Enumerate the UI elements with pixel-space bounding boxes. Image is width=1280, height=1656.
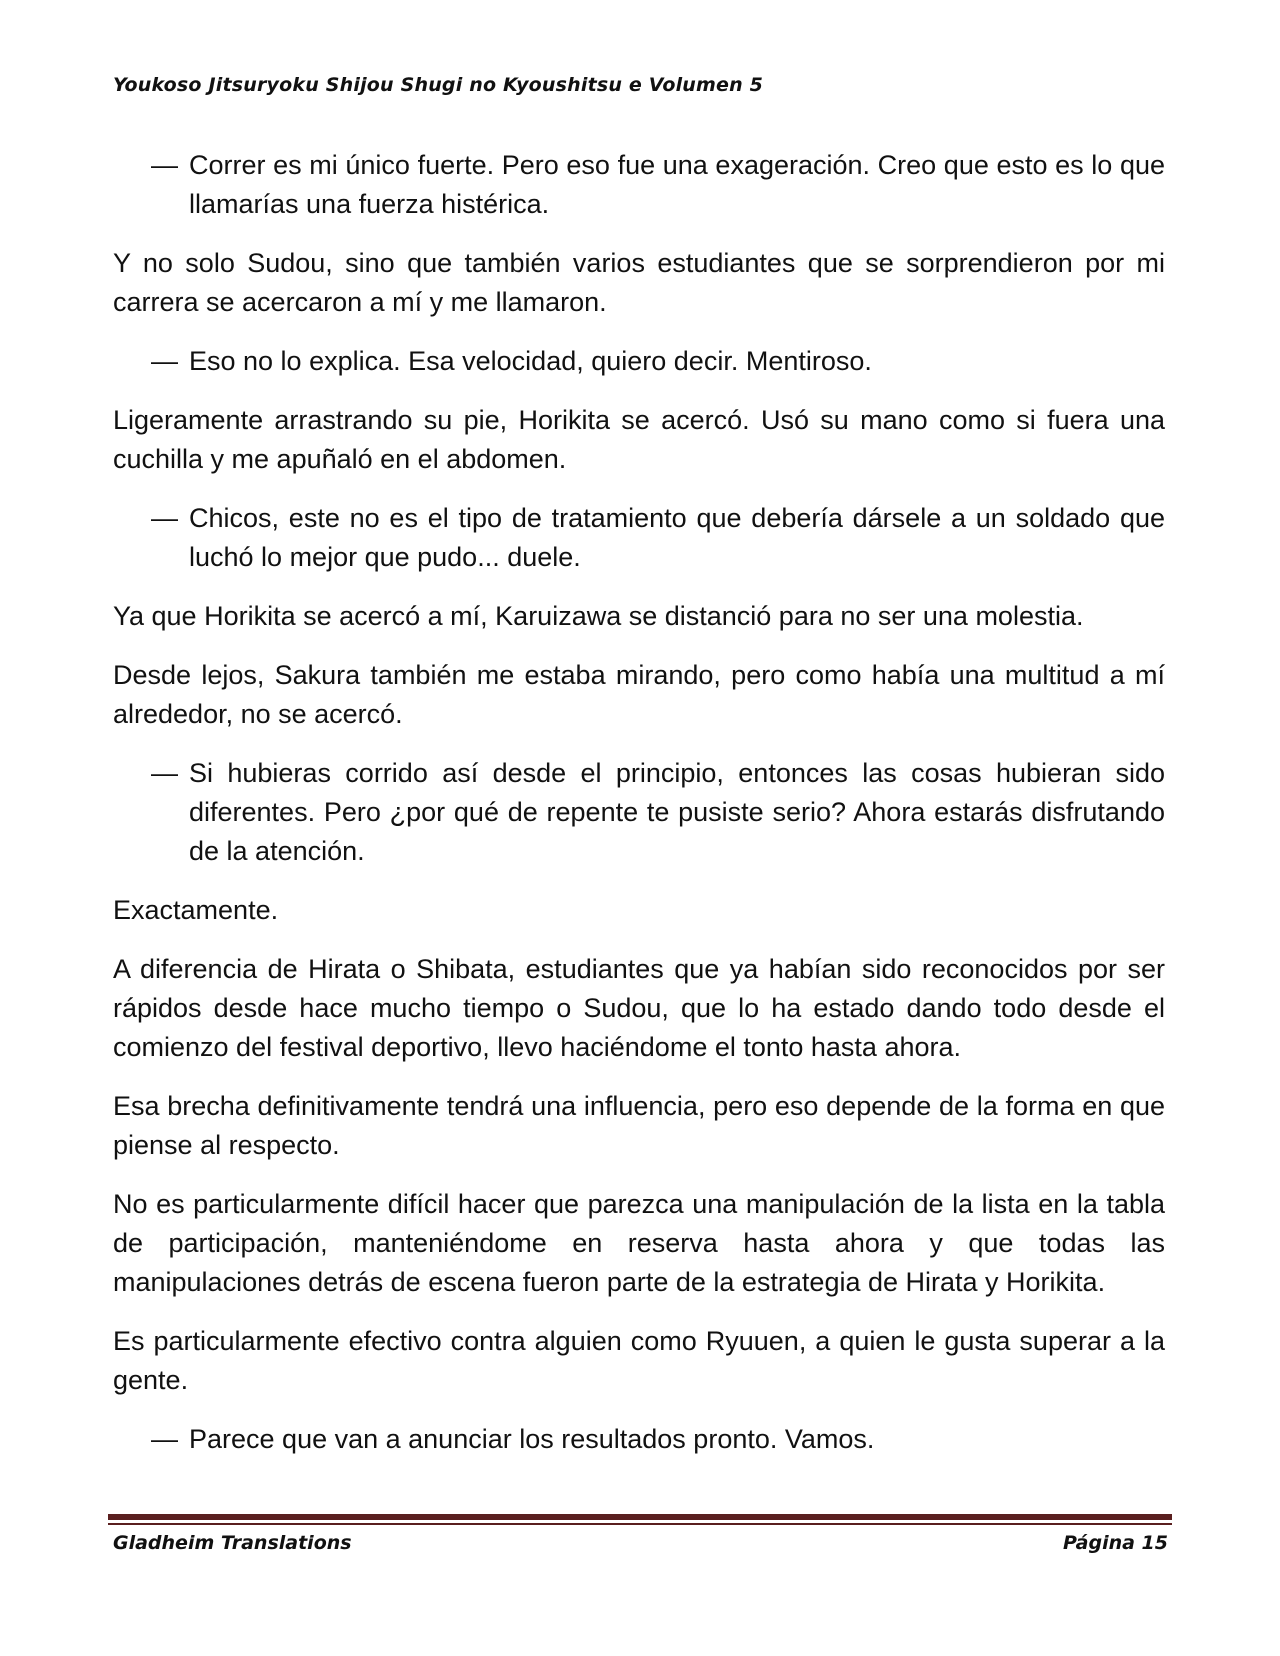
narration-paragraph: Desde lejos, Sakura también me estaba mirando, pero como había una multitud a mí alrededor, no se acercó.	[113, 660, 1165, 729]
dialog-dash: —	[151, 503, 178, 533]
narration-paragraph: No es particularmente difícil hacer que parezca una manipulación de la lista en la tabla de participación, manteniéndome en reserva hasta ahora y que todas las manipulaciones detrás de escena fueron parte de la estrategia de Hirata y Horikita.	[113, 1189, 1165, 1297]
narration-paragraph: Es particularmente efectivo contra alguien como Ryuuen, a quien le gusta superar a la gente.	[113, 1326, 1165, 1395]
page-body	[113, 146, 1165, 1479]
dialog-text: Chicos, este no es el tipo de tratamiento que debería dársele a un soldado que luchó lo mejor que pudo... duele.	[189, 503, 1165, 572]
dialog-text: Correr es mi único fuerte. Pero eso fue una exageración. Creo que esto es lo que llamarías una fuerza histérica.	[189, 150, 1165, 219]
narration-paragraph: A diferencia de Hirata o Shibata, estudiantes que ya habían sido reconocidos por ser rápidos desde hace mucho tiempo o Sudou, que lo ha estado dando todo desde el comienzo del festival deportivo, llevo haciéndome el tonto hasta ahora.	[113, 954, 1165, 1062]
running-header: Youkoso Jitsuryoku Shijou Shugi no Kyoushitsu e Volumen 5	[113, 74, 764, 96]
dialog-text: Parece que van a anunciar los resultados pronto. Vamos.	[189, 1424, 875, 1454]
dialog-line	[113, 499, 1165, 577]
narration-paragraph: Ligeramente arrastrando su pie, Horikita se acercó. Usó su mano como si fuera una cuchilla y me apuñaló en el abdomen.	[113, 405, 1165, 474]
dialog-line	[113, 146, 1165, 224]
footer-divider	[108, 1514, 1172, 1520]
dialog-dash: —	[151, 346, 178, 376]
dialog-dash: —	[151, 758, 178, 788]
page-number: Página 15	[1062, 1532, 1168, 1554]
footer-divider-thin	[108, 1523, 1172, 1525]
footer-credit: Gladheim Translations	[113, 1532, 352, 1554]
narration-paragraph: Esa brecha definitivamente tendrá una influencia, pero eso depende de la forma en que piense al respecto.	[113, 1091, 1165, 1160]
dialog-line	[113, 754, 1165, 871]
dialog-text: Si hubieras corrido así desde el principio, entonces las cosas hubieran sido diferentes. Pero ¿por qué de repente te pusiste serio? Ahora estarás disfrutando de la atención.	[189, 758, 1165, 866]
narration-paragraph: Ya que Horikita se acercó a mí, Karuizawa se distanció para no ser una molestia.	[113, 601, 1084, 631]
narration-paragraph: Y no solo Sudou, sino que también varios estudiantes que se sorprendieron por mi carrera se acercaron a mí y me llamaron.	[113, 248, 1165, 317]
dialog-line	[113, 1420, 1165, 1459]
narration-paragraph: Exactamente.	[113, 895, 279, 925]
dialog-line	[113, 342, 1165, 381]
dialog-dash: —	[151, 1424, 178, 1454]
dialog-text: Eso no lo explica. Esa velocidad, quiero decir. Mentiroso.	[189, 346, 872, 376]
dialog-dash: —	[151, 150, 178, 180]
